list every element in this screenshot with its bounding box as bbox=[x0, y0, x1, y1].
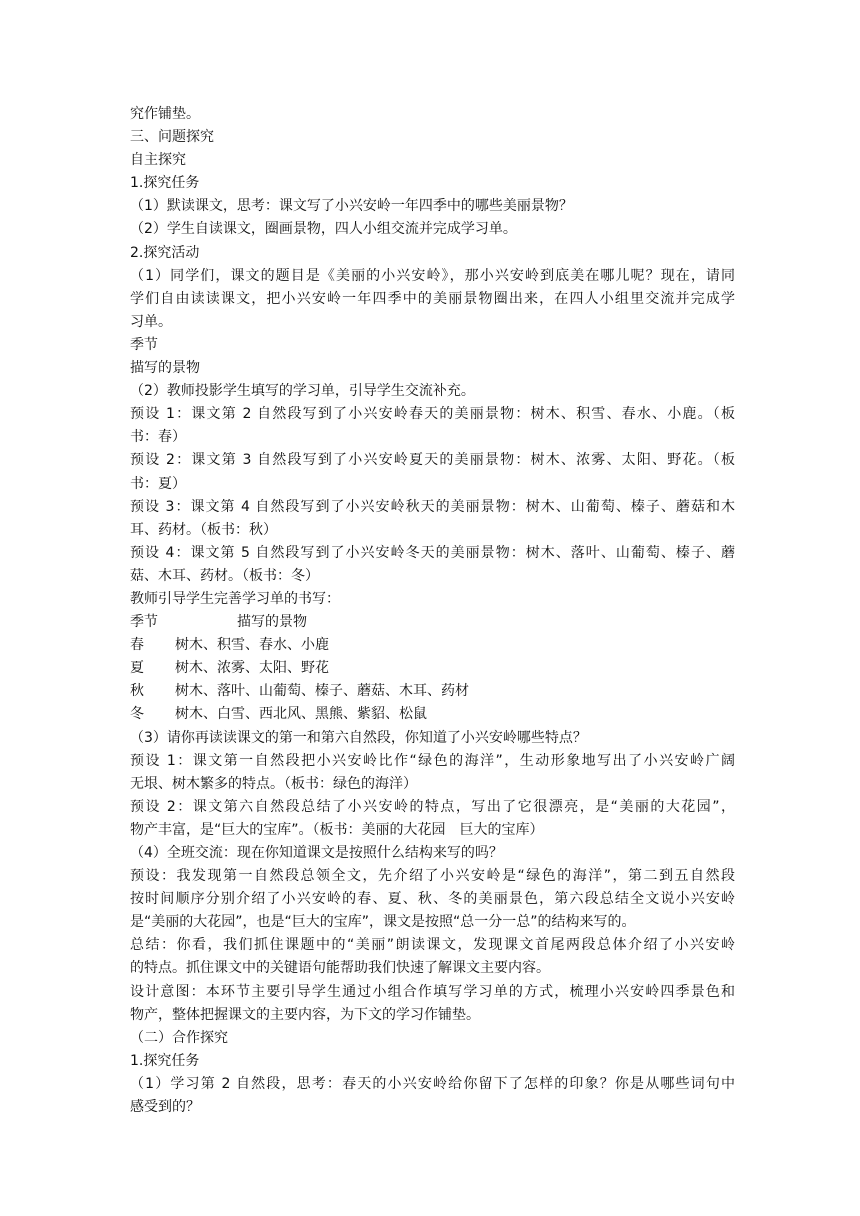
paragraph-line: 预设 1：课文第一自然段把小兴安岭比作“绿色的海洋”，生动形象地写出了小兴安岭广阔 bbox=[130, 752, 735, 769]
season-column-header: 季节 bbox=[130, 614, 158, 631]
scenery-cell: 树木、落叶、山葡萄、榛子、蘑菇、木耳、药材 bbox=[175, 683, 469, 700]
paragraph-line: 物产，整体把握课文的主要内容，为下文的学习作铺垫。 bbox=[130, 1006, 480, 1023]
scenery-cell: 树木、积雪、春水、小鹿 bbox=[175, 637, 329, 654]
paragraph-line: 无垠、树木繁多的特点。（板书：绿色的海洋） bbox=[130, 775, 417, 792]
paragraph-line: 感受到的？ bbox=[130, 1099, 200, 1116]
subsection-heading: （二）合作探究 bbox=[130, 1029, 228, 1046]
section-heading: 三、问题探究 bbox=[130, 129, 214, 146]
worksheet-row bbox=[130, 680, 735, 703]
worksheet-label: 描写的景物 bbox=[130, 360, 200, 377]
worksheet-header-row bbox=[130, 611, 735, 634]
season-cell: 夏 bbox=[130, 660, 144, 677]
scenery-cell: 树木、浓雾、太阳、野花 bbox=[175, 660, 329, 677]
paragraph-line: 预设 2：课文第 3 自然段写到了小兴安岭夏天的美丽景物：树木、浓雾、太阳、野花。（板 bbox=[130, 452, 735, 469]
paragraph-line: 的特点。抓住课文中的关键语句能帮助我们快速了解课文主要内容。 bbox=[130, 960, 550, 977]
document-body bbox=[130, 103, 735, 1119]
season-cell: 春 bbox=[130, 637, 144, 654]
paragraph-line: 学们自由读读课文，把小兴安岭一年四季中的美丽景物圈出来，在四人小组里交流并完成学 bbox=[130, 290, 735, 307]
paragraph-line: 预设 1：课文第 2 自然段写到了小兴安岭春天的美丽景物：树木、积雪、春水、小鹿。（板 bbox=[130, 406, 735, 423]
paragraph-line: 菇、木耳、药材。（板书：冬） bbox=[130, 567, 319, 584]
season-cell: 秋 bbox=[130, 683, 144, 700]
paragraph-line: 教师引导学生完善学习单的书写： bbox=[130, 590, 340, 607]
paragraph-line: （1）默读课文，思考：课文写了小兴安岭一年四季中的哪些美丽景物？ bbox=[130, 198, 573, 215]
paragraph-line: 耳、药材。（板书：秋） bbox=[130, 521, 277, 538]
paragraph-line: （4）全班交流：现在你知道课文是按照什么结构来写的吗？ bbox=[130, 845, 503, 861]
paragraph-line: 是“美丽的大花园”，也是“巨大的宝库”，课文是按照“总一分一总”的结构来写的。 bbox=[130, 914, 636, 931]
paragraph-line: 物产丰富，是“巨大的宝库”。（板书：美丽的大花园 巨大的宝库） bbox=[130, 821, 544, 838]
paragraph-line: 设计意图：本环节主要引导学生通过小组合作填写学习单的方式，梳理小兴安岭四季景色和 bbox=[130, 983, 735, 1000]
subsection-heading: 自主探究 bbox=[130, 152, 186, 169]
paragraph-line: （2）教师投影学生填写的学习单，引导学生交流补充。 bbox=[130, 383, 475, 400]
worksheet-row bbox=[130, 657, 735, 680]
paragraph-line: （1）学习第 2 自然段，思考：春天的小兴安岭给你留下了怎样的印象？你是从哪些词句中 bbox=[130, 1075, 735, 1092]
paragraph-line: （1）同学们，课文的题目是《美丽的小兴安岭》，那小兴安岭到底美在哪儿呢？现在，请同 bbox=[130, 267, 735, 284]
scenery-cell: 树木、白雪、西北风、黑熊、紫貂、松鼠 bbox=[175, 706, 427, 723]
paragraph-line: 预设 3：课文第 4 自然段写到了小兴安岭秋天的美丽景物：树木、山葡萄、榛子、蘑菇和木 bbox=[130, 498, 735, 515]
paragraph-line: 习单。 bbox=[130, 313, 172, 330]
worksheet-label: 季节 bbox=[130, 336, 158, 353]
paragraph-line: 预设：我发现第一自然段总领全文，先介绍了小兴安岭是“绿色的海洋”，第二到五自然段 bbox=[130, 868, 735, 885]
paragraph-line: 总结：你看，我们抓住课题中的“美丽”朗读课文，发现课文首尾两段总体介绍了小兴安岭 bbox=[130, 937, 735, 954]
task-heading: 1.探究任务 bbox=[130, 1052, 200, 1069]
worksheet-row bbox=[130, 703, 735, 726]
worksheet-row bbox=[130, 634, 735, 657]
paragraph-line: 书：夏） bbox=[130, 475, 186, 492]
scenery-column-header: 描写的景物 bbox=[237, 614, 307, 631]
paragraph-line: 预设 4：课文第 5 自然段写到了小兴安岭冬天的美丽景物：树木、落叶、山葡萄、榛子、蘑 bbox=[130, 544, 735, 561]
paragraph-line: 按时间顺序分别介绍了小兴安岭的春、夏、秋、冬的美丽景色，第六段总结全文说小兴安岭 bbox=[130, 891, 735, 908]
season-cell: 冬 bbox=[130, 706, 144, 723]
paragraph-line: （2）学生自读课文，圈画景物，四人小组交流并完成学习单。 bbox=[130, 221, 517, 238]
paragraph-line: （3）请你再读读课文的第一和第六自然段，你知道了小兴安岭哪些特点？ bbox=[130, 729, 587, 746]
paragraph-line: 究作铺垫。 bbox=[130, 106, 200, 122]
task-heading: 1.探究任务 bbox=[130, 175, 200, 192]
paragraph-line: 书：春） bbox=[130, 429, 186, 446]
activity-heading: 2.探究活动 bbox=[130, 244, 200, 261]
paragraph-line: 预设 2：课文第六自然段总结了小兴安岭的特点，写出了它很漂亮，是“美丽的大花园”， bbox=[130, 798, 735, 815]
